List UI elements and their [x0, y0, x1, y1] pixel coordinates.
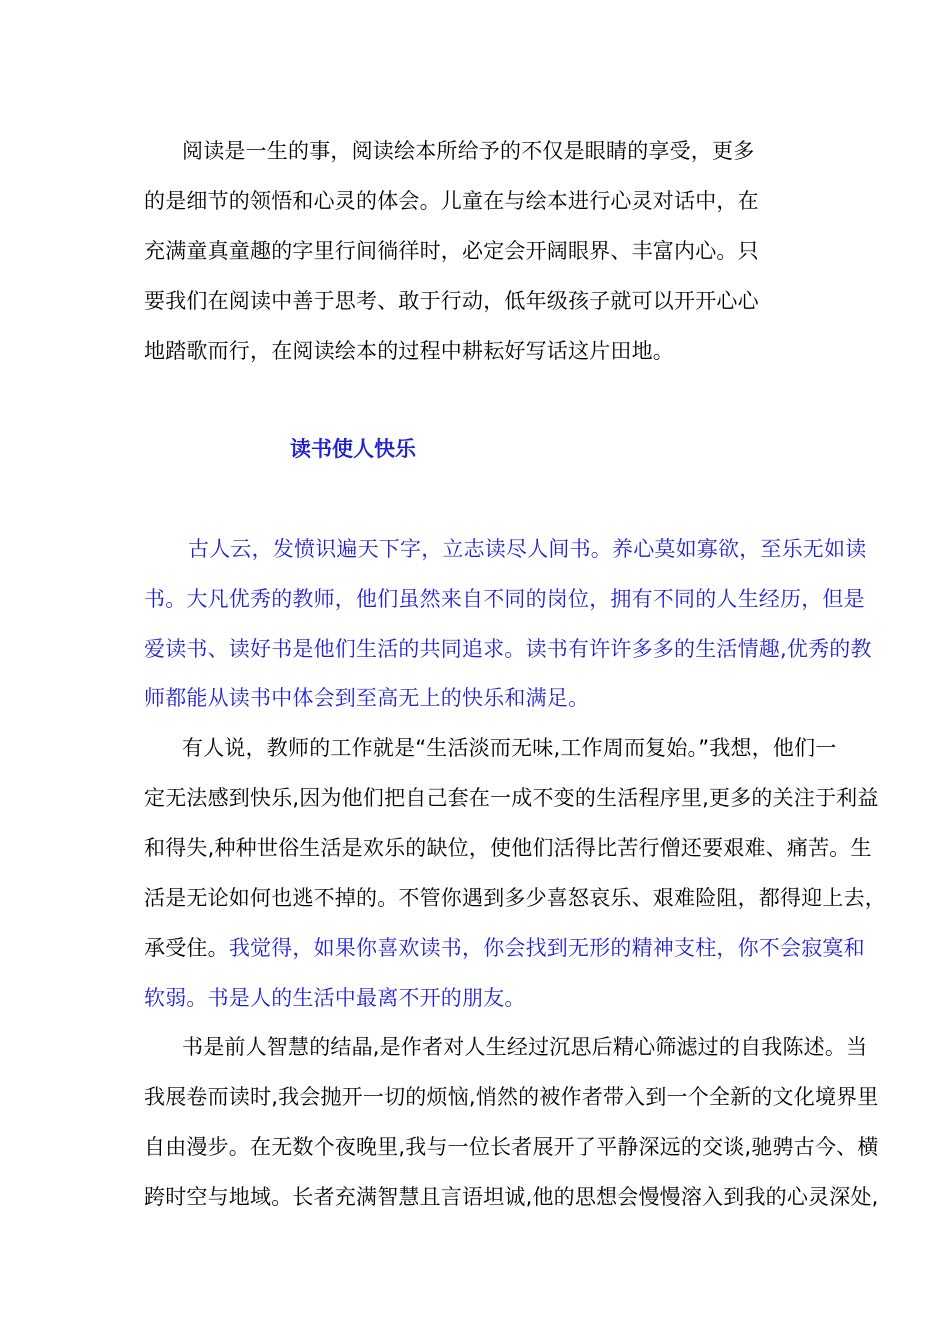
para3-line-1: 有人说，教师的工作就是“生活淡而无味,工作周而复始。”我想，他们一: [182, 736, 837, 760]
para1-line-1: 阅读是一生的事，阅读绘本所给予的不仅是眼睛的享受，更多: [182, 139, 755, 163]
para3-line-6: 软弱。书是人的生活中最离不开的朋友。: [144, 986, 526, 1010]
para4-line-1: 书是前人智慧的结晶,是作者对人生经过沉思后精心筛滤过的自我陈述。当: [182, 1035, 868, 1059]
para1-line-2: 的是细节的领悟和心灵的体会。儿童在与绘本进行心灵对话中，在: [144, 189, 759, 213]
para3-line-2: 定无法感到快乐,因为他们把自己套在一成不变的生活程序里,更多的关注于利益: [144, 786, 879, 810]
para1-line-5: 地踏歌而行，在阅读绘本的过程中耕耘好写话这片田地。: [144, 339, 674, 363]
para3-line-3: 和得失,种种世俗生活是欢乐的缺位，使他们活得比苦行僧还要艰难、痛苦。生: [144, 836, 872, 860]
para2-line-4: 师都能从读书中体会到至高无上的快乐和满足。: [144, 686, 590, 710]
para3-line-4: 活是无论如何也逃不掉的。不管你遇到多少喜怒哀乐、艰难险阻，都得迎上去，: [144, 886, 886, 910]
para2-line-1: 古人云，发愤识遍天下字，立志读尽人间书。养心莫如寡欲，至乐无如读: [188, 537, 867, 561]
para2-line-2: 书。大凡优秀的教师，他们虽然来自不同的岗位，拥有不同的人生经历，但是: [144, 587, 865, 611]
section-title: 读书使人快乐: [290, 437, 416, 461]
para3-line-5-blue: 我觉得，如果你喜欢读书，你会找到无形的精神支柱，你不会寂寞和: [228, 936, 865, 960]
para3-line-5: [144, 933, 865, 963]
para4-line-4: 跨时空与地域。长者充满智慧且言语坦诚,他的思想会慢慢溶入到我的心灵深处,: [144, 1185, 879, 1209]
para3-line-5-black: 承受住。: [144, 936, 229, 960]
para4-line-3: 自由漫步。在无数个夜晚里,我与一位长者展开了平静深远的交谈,驰骋古今、横: [144, 1135, 879, 1159]
para2-line-3: 爱读书、读好书是他们生活的共同追求。读书有许许多多的生活情趣,优秀的教: [144, 637, 872, 661]
para4-line-2: 我展卷而读时,我会抛开一切的烦恼,悄然的被作者带入到一个全新的文化境界里: [144, 1085, 879, 1109]
para1-line-3: 充满童真童趣的字里行间徜徉时，必定会开阔眼界、丰富内心。只: [144, 239, 759, 263]
para1-line-4: 要我们在阅读中善于思考、敢于行动，低年级孩子就可以开开心心: [144, 289, 759, 313]
